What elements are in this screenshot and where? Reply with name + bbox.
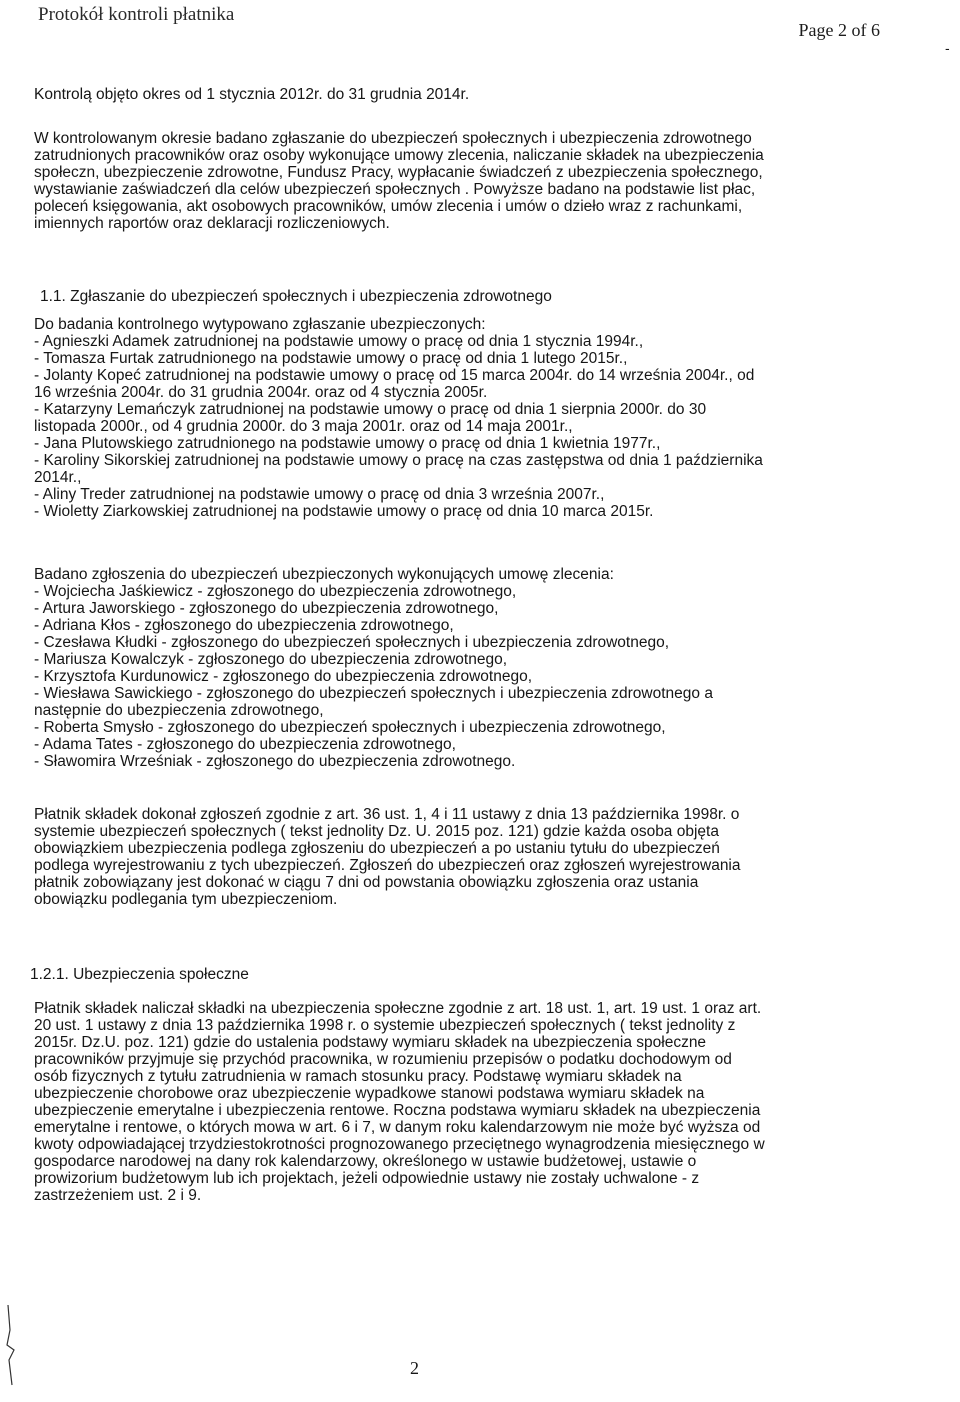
contributions-line: zastrzeżeniem ust. 2 i 9.	[34, 1187, 202, 1204]
contributions-paragraph	[34, 1000, 854, 1204]
legal-basis-line: płatnik zobowiązany jest dokonać w ciągu 7 dni od powstania obowiązku zgłoszenia oraz ustania	[34, 874, 699, 891]
contractor-line: następnie do ubezpieczenia zdrowotnego,	[34, 702, 324, 719]
contractor-line: - Czesława Kłudki - zgłoszonego do ubezpieczeń społecznych i ubezpieczenia zdrowotnego,	[34, 634, 670, 651]
legal-basis-paragraph	[34, 806, 854, 908]
legal-basis-line: systemie ubezpieczeń społecznych ( tekst jednolity Dz. U. 2015 poz. 121) gdzie każda osoba objęta	[34, 823, 719, 840]
page-indicator: Page 2 of 6	[798, 20, 880, 40]
employee-line: listopada 2000r., od 4 grudnia 2000r. do 3 maja 2001r. oraz od 14 maja 2001r.,	[34, 418, 573, 435]
employee-line: - Tomasza Furtak zatrudnionego na podstawie umowy o pracę od dnia 1 lutego 2015r.,	[34, 350, 628, 367]
section-heading-1-2-1: 1.2.1. Ubezpieczenia społeczne	[30, 966, 249, 983]
contractor-line: - Mariusza Kowalczyk - zgłoszonego do ubezpieczenia zdrowotnego,	[34, 651, 507, 668]
employee-line: - Wioletty Ziarkowskiej zatrudnionej na podstawie umowy o pracę od dnia 10 marca 2015r.	[34, 503, 654, 520]
intro-line: zatrudnionych pracowników oraz osoby wykonujące umowy zlecenia, naliczanie składek na ubezpieczenia	[34, 147, 764, 164]
employee-line: - Agnieszki Adamek zatrudnionej na podstawie umowy o pracę od dnia 1 stycznia 1994r.,	[34, 333, 644, 350]
contractors-list	[34, 566, 854, 770]
control-scope-text: Kontrolą objęto okres od 1 stycznia 2012r. do 31 grudnia 2014r.	[34, 86, 470, 103]
contributions-line: gospodarce narodowej na dany rok kalendarzowy, określonego w ustawie budżetowej, ustawie o	[34, 1153, 697, 1170]
footer-page-number: 2	[410, 1358, 419, 1378]
contractor-line: - Adriana Kłos - zgłoszonego do ubezpieczenia zdrowotnego,	[34, 617, 454, 634]
legal-basis-line: podlega wyrejestrowaniu z tych ubezpieczeń. Zgłoszeń do ubezpieczeń oraz zgłoszeń wyrejestrowania	[34, 857, 741, 874]
contributions-line: 20 ust. 1 ustawy z dnia 13 października 1998 r. o systemie ubezpieczeń społecznych ( tekst jednolity z	[34, 1017, 736, 1034]
employee-line: - Katarzyny Lemańczyk zatrudnionej na podstawie umowy o pracę od dnia 1 sierpnia 2000r. do 30	[34, 401, 707, 418]
contractor-line: - Sławomira Wrześniak - zgłoszonego do ubezpieczenia zdrowotnego.	[34, 753, 516, 770]
intro-line: imiennych raportów oraz deklaracji rozliczeniowych.	[34, 215, 390, 232]
contractor-line: - Roberta Smysło - zgłoszonego do ubezpieczeń społecznych i ubezpieczenia zdrowotnego,	[34, 719, 666, 736]
contractor-line: Badano zgłoszenia do ubezpieczeń ubezpieczonych wykonujących umowę zlecenia:	[34, 566, 614, 583]
contributions-line: kwoty odpowiadającej trzydziestokrotności prognozowanego przeciętnego wynagrodzenia miesięcznego w	[34, 1136, 765, 1153]
employee-line: - Jana Plutowskiego zatrudnionego na podstawie umowy o pracę od dnia 1 kwietnia 1977r.,	[34, 435, 661, 452]
intro-line: poleceń księgowania, akt osobowych pracowników, umów zlecenia i umów o dzieło wraz z rachunkami,	[34, 198, 743, 215]
employees-list	[34, 316, 854, 520]
contributions-line: pracowników przyjmuje się przychód pracownika, w rozumieniu przepisów o podatku dochodowym od	[34, 1051, 732, 1068]
intro-line: społeczn, ubezpieczenie zdrowotne, Fundusz Pracy, wypłacanie świadczeń z ubezpieczenia społecznego,	[34, 164, 763, 181]
employee-line: - Karoliny Sikorskiej zatrudnionej na podstawie umowy o pracę na czas zastępstwa od dnia 1 października	[34, 452, 763, 469]
legal-basis-line: obowiązkiem ubezpieczenia podlega zgłoszeniu do ubezpieczeń a po ustaniu tytułu do ubezpieczeń	[34, 840, 720, 857]
employee-line: 2014r.,	[34, 469, 82, 486]
employee-line: 16 września 2004r. do 31 grudnia 2004r. oraz od 4 stycznia 2005r.	[34, 384, 488, 401]
employee-line: Do badania kontrolnego wytypowano zgłaszanie ubezpieczonych:	[34, 316, 486, 333]
contributions-line: ubezpieczenie chorobowe oraz ubezpieczenie wypadkowe stanowi podstawa wymiaru składek na	[34, 1085, 705, 1102]
intro-line: W kontrolowanym okresie badano zgłaszanie do ubezpieczeń społecznych i ubezpieczenia zdrowotnego	[34, 130, 752, 147]
contributions-line: prowizorium budżetowym lub ich projektach, jeżeli odpowiednie ustawy nie zostały uchwalone - z	[34, 1170, 700, 1187]
contributions-line: emerytalne i rentowe, o których mowa w art. 6 i 7, w danym roku kalendarzowym nie może być wyższa od	[34, 1119, 761, 1136]
margin-dash-mark: -	[945, 40, 950, 56]
intro-paragraph	[34, 130, 854, 232]
legal-basis-line: Płatnik składek dokonał zgłoszeń zgodnie z art. 36 ust. 1, 4 i 11 ustawy z dnia 13 października 1998r. o	[34, 806, 740, 823]
contributions-line: ubezpieczenie emerytalne i ubezpieczenia rentowe. Roczna podstawa wymiaru składek na ubezpieczenia	[34, 1102, 761, 1119]
handwritten-margin-mark	[0, 1300, 30, 1390]
contractor-line: - Adama Tates - zgłoszonego do ubezpieczenia zdrowotnego,	[34, 736, 456, 753]
contributions-line: Płatnik składek naliczał składki na ubezpieczenia społeczne zgodnie z art. 18 ust. 1, art. 19 ust. 1 oraz art.	[34, 1000, 762, 1017]
contributions-line: 2015r. Dz.U. poz. 121) gdzie do ustalenia podstawy wymiaru składek na ubezpieczenia społeczne	[34, 1034, 707, 1051]
contributions-line: osób fizycznych z tytułu zatrudnienia w ramach stosunku pracy. Podstawę wymiaru składek na	[34, 1068, 682, 1085]
contractor-line: - Wiesława Sawickiego - zgłoszonego do ubezpieczeń społecznych i ubezpieczenia zdrowotnego a	[34, 685, 713, 702]
contractor-line: - Wojciecha Jaśkiewicz - zgłoszonego do ubezpieczenia zdrowotnego,	[34, 583, 517, 600]
document-header-title: Protokół kontroli płatnika	[38, 4, 235, 25]
legal-basis-line: obowiązku podlegania tym ubezpieczeniom.	[34, 891, 338, 908]
section-heading-1-1: 1.1. Zgłaszanie do ubezpieczeń społecznych i ubezpieczenia zdrowotnego	[40, 288, 552, 305]
employee-line: - Jolanty Kopeć zatrudnionej na podstawie umowy o pracę od 15 marca 2004r. do 14 września 2004r., od	[34, 367, 755, 384]
contractor-line: - Krzysztofa Kurdunowicz - zgłoszonego do ubezpieczenia zdrowotnego,	[34, 668, 532, 685]
intro-line: wystawianie zaświadczeń dla celów ubezpieczeń społecznych . Powyższe badano na podstawie list płac,	[34, 181, 756, 198]
contractor-line: - Artura Jaworskiego - zgłoszonego do ubezpieczenia zdrowotnego,	[34, 600, 499, 617]
employee-line: - Aliny Treder zatrudnionej na podstawie umowy o pracę od dnia 3 września 2007r.,	[34, 486, 605, 503]
